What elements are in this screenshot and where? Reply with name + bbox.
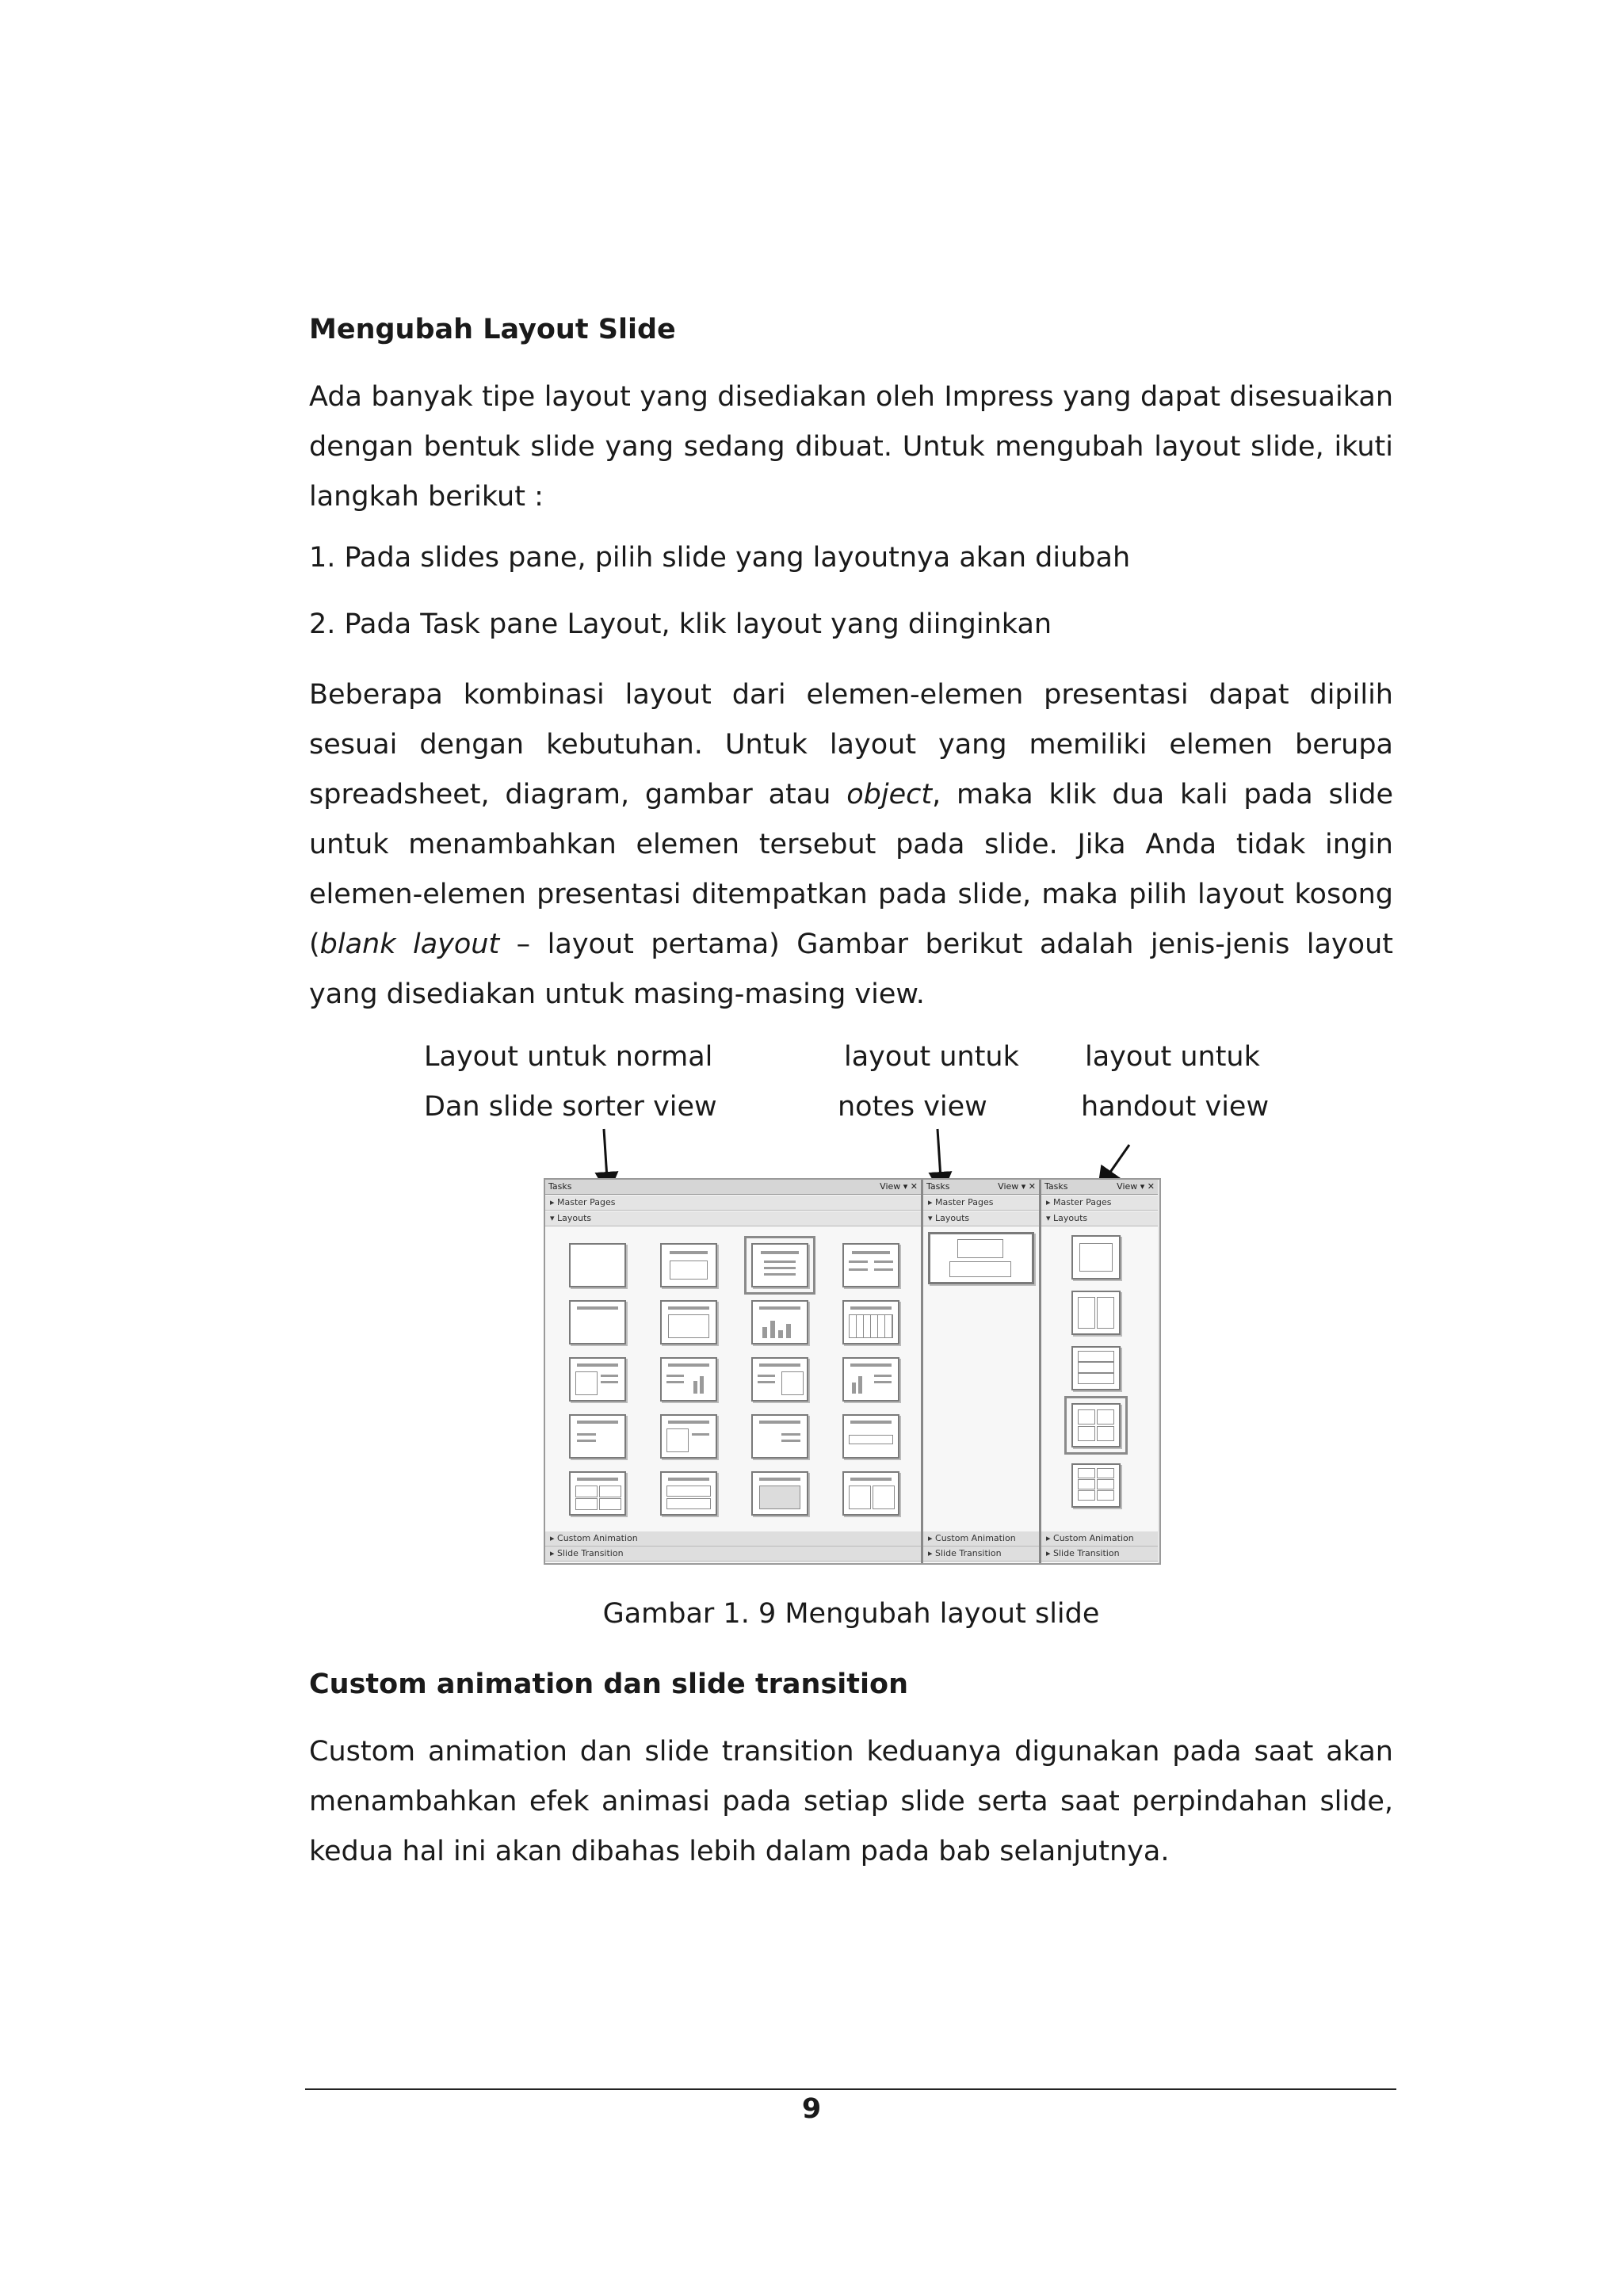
layout-thumb[interactable] xyxy=(751,1300,808,1344)
layout-thumb[interactable] xyxy=(569,1471,626,1516)
section2-line-3: kedua hal ini akan dibahas lebih dalam pada bab selanjutnya. xyxy=(309,1836,1170,1867)
layout-thumb[interactable] xyxy=(842,1357,899,1402)
page-number: 9 xyxy=(801,2093,822,2125)
para2-text-2: , maka klik dua kali pada slide untuk menambahkan elemen tersebut pada slide. Jika Anda tidak ingin elemen-elemen presentasi ditempatkan pada slide, maka pilih layout kosong ( xyxy=(309,779,1393,960)
section-heading-custom-animation: Custom animation dan slide transition xyxy=(309,1669,908,1700)
slide-transition-row[interactable]: ▸ Slide Transition xyxy=(923,1547,1039,1562)
handout-layout-thumb[interactable] xyxy=(1071,1235,1121,1280)
label-notes-view-1: layout untuk xyxy=(844,1041,1019,1073)
section2-line-2: menambahkan efek animasi pada setiap slide serta saat perpindahan slide, xyxy=(309,1786,1393,1817)
section-heading-layout: Mengubah Layout Slide xyxy=(309,314,676,345)
pane-title: Tasks View ▾ ✕ xyxy=(923,1180,1039,1195)
layout-thumb[interactable] xyxy=(569,1357,626,1402)
label-notes-view-2: notes view xyxy=(838,1091,987,1123)
para2-em-blank-layout: blank layout xyxy=(319,929,500,960)
layout-thumb[interactable] xyxy=(660,1357,717,1402)
para2-text-3: – layout pertama) Gambar berikut adalah jenis-jenis layout yang disediakan untuk masing-masing view. xyxy=(309,929,1393,1010)
layout-thumb[interactable] xyxy=(569,1243,626,1287)
tasks-pane-notes xyxy=(923,1180,1041,1563)
custom-animation-row[interactable]: ▸ Custom Animation xyxy=(923,1531,1039,1547)
slide-transition-row[interactable]: ▸ Slide Transition xyxy=(1041,1547,1158,1562)
tasks-pane-handout xyxy=(1041,1180,1158,1563)
handout-layout-thumb[interactable] xyxy=(1071,1403,1121,1447)
label-handout-view-2: handout view xyxy=(1081,1091,1270,1123)
layout-thumb[interactable] xyxy=(842,1300,899,1344)
layouts-row[interactable]: ▾ Layouts xyxy=(1041,1211,1158,1226)
step-1: 1. Pada slides pane, pilih slide yang layoutnya akan diubah xyxy=(309,542,1131,574)
layout-thumb[interactable] xyxy=(569,1414,626,1459)
intro-line-1: Ada banyak tipe layout yang disediakan oleh Impress yang dapat disesuaikan xyxy=(309,381,1393,413)
custom-animation-row[interactable]: ▸ Custom Animation xyxy=(545,1531,921,1547)
pane-title: Tasks View ▾ ✕ xyxy=(1041,1180,1158,1195)
layouts-row[interactable]: ▾ Layouts xyxy=(923,1211,1039,1226)
label-normal-view-2: Dan slide sorter view xyxy=(424,1091,717,1123)
handout-layout-thumb[interactable] xyxy=(1071,1346,1121,1390)
layout-thumb[interactable] xyxy=(751,1414,808,1459)
layout-thumb[interactable] xyxy=(842,1414,899,1459)
layout-thumb[interactable] xyxy=(569,1300,626,1344)
layout-thumb[interactable] xyxy=(660,1300,717,1344)
layout-thumb[interactable] xyxy=(751,1357,808,1402)
layout-thumb[interactable] xyxy=(751,1471,808,1516)
label-handout-view-1: layout untuk xyxy=(1085,1041,1260,1073)
section2-line-1: Custom animation dan slide transition keduanya digunakan pada saat akan xyxy=(309,1736,1393,1768)
handout-layout-thumb[interactable] xyxy=(1071,1463,1121,1508)
master-pages-row[interactable]: ▸ Master Pages xyxy=(1041,1196,1158,1211)
tasks-pane-normal xyxy=(545,1180,923,1563)
notes-layout-thumb[interactable] xyxy=(928,1232,1034,1284)
intro-line-2: dengan bentuk slide yang sedang dibuat. Untuk mengubah layout slide, ikuti xyxy=(309,431,1393,463)
layout-thumb[interactable] xyxy=(842,1471,899,1516)
layout-thumb[interactable] xyxy=(660,1471,717,1516)
layouts-row[interactable]: ▾ Layouts xyxy=(545,1211,921,1226)
layout-thumb[interactable] xyxy=(842,1243,899,1287)
figure-caption: Gambar 1. 9 Mengubah layout slide xyxy=(602,1598,1100,1630)
step-2: 2. Pada Task pane Layout, klik layout yang diinginkan xyxy=(309,608,1052,640)
master-pages-row[interactable]: ▸ Master Pages xyxy=(545,1196,921,1211)
slide-transition-row[interactable]: ▸ Slide Transition xyxy=(545,1547,921,1562)
para2-em-object: object xyxy=(846,779,933,810)
footer-rule xyxy=(305,2088,1396,2090)
layout-thumb[interactable] xyxy=(660,1243,717,1287)
pane-title: Tasks View ▾ ✕ xyxy=(545,1180,921,1195)
para2-text-1: Beberapa kombinasi layout dari elemen-elemen presentasi dapat dipilih sesuai dengan kebutuhan. Untuk layout yang memiliki elemen berupa spreadsheet, diagram, gambar atau xyxy=(309,679,1393,810)
layout-thumb[interactable] xyxy=(660,1414,717,1459)
label-normal-view-1: Layout untuk normal xyxy=(424,1041,713,1073)
layout-screenshot xyxy=(544,1178,1161,1565)
layout-thumb[interactable] xyxy=(751,1243,808,1287)
master-pages-row[interactable]: ▸ Master Pages xyxy=(923,1196,1039,1211)
intro-line-3: langkah berikut : xyxy=(309,481,544,513)
handout-layout-thumb[interactable] xyxy=(1071,1291,1121,1335)
custom-animation-row[interactable]: ▸ Custom Animation xyxy=(1041,1531,1158,1547)
